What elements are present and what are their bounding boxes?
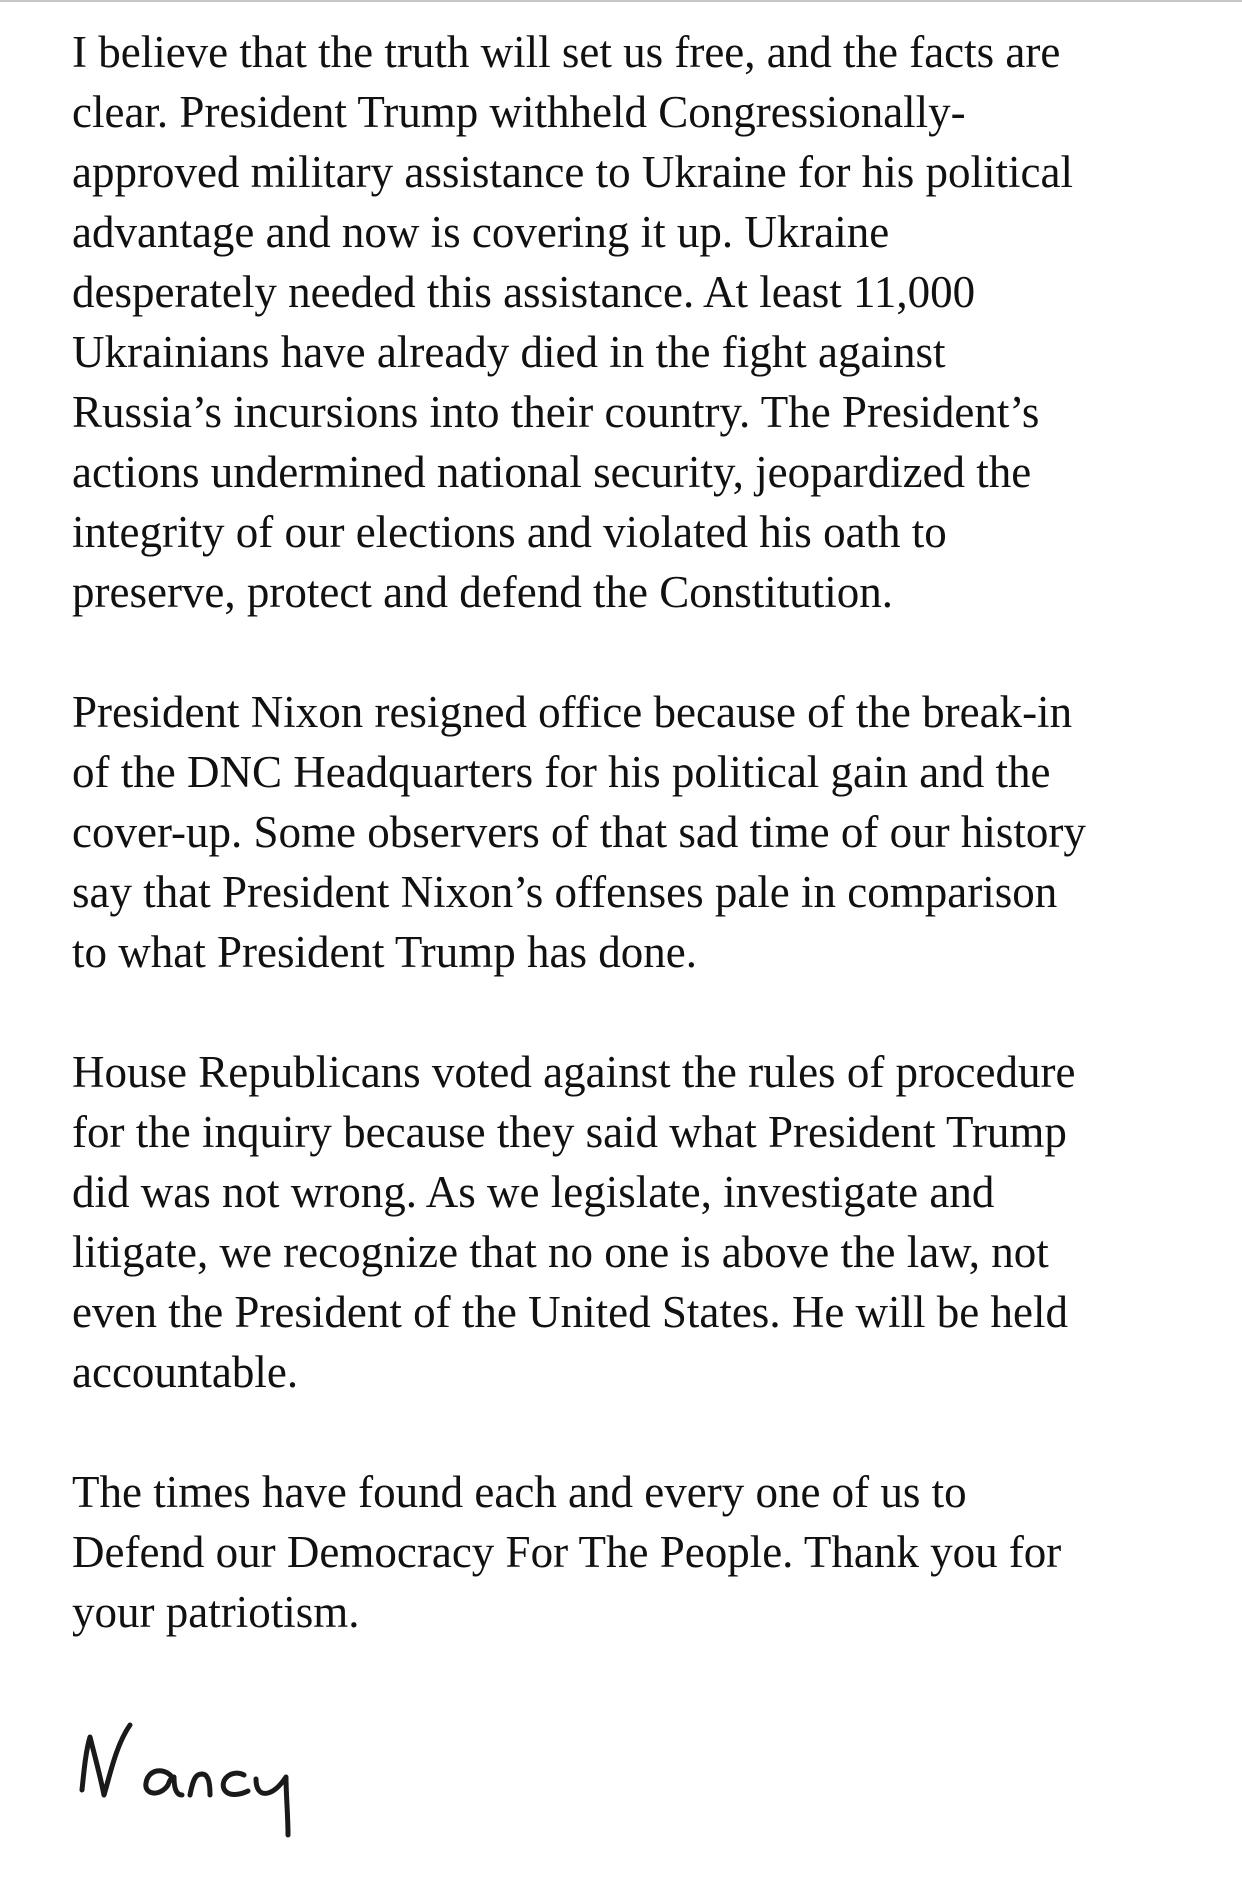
paragraph-2: President Nixon resigned office because of the break-in of the DNC Headquarters for his political gain and the cover-up. Some observers of that sad time of our history say that President Nixon’s offenses pale in comparison to what President Trump has done. xyxy=(72,687,1086,977)
paragraph-3: House Republicans voted against the rules of procedure for the inquiry because they said what President Trump did was not wrong. As we legislate, investigate and litigate, we recognize that no one is above the law, not even the President of the United States. He will be held accountable. xyxy=(72,1047,1076,1397)
paragraph-1: I believe that the truth will set us free, and the facts are clear. President Trump withheld Congressionally- approved military assistance to Ukraine for his political advantage and now is covering it up. Ukraine desperately needed this assistance. At least 11,000 Ukrainians have already died in the fight against Russia’s incursions into their country. The President’s actions undermined national security, jeopardized the integrity of our elections and violated his oath to preserve, protect and defend the Constitution. xyxy=(72,27,1073,617)
paragraph-4: The times have found each and every one of us to Defend our Democracy For The People. Thank you for your patriotism. xyxy=(72,1467,1062,1637)
letter-body xyxy=(72,22,1222,1702)
top-border xyxy=(0,0,1242,2)
handwritten-signature xyxy=(60,1695,390,1855)
